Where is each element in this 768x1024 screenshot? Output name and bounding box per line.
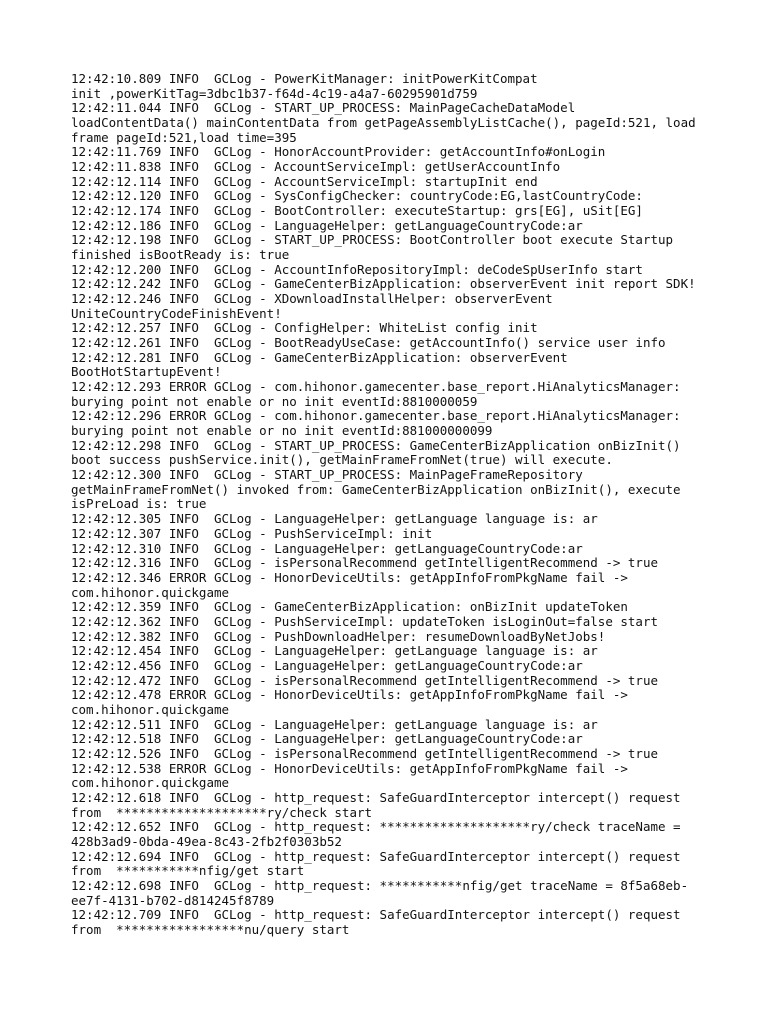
log-line: 12:42:12.257 INFO GCLog - ConfigHelper: WhiteList config init [71,321,538,336]
log-line: com.hihonor.quickgame [71,702,230,717]
log-line: 12:42:12.652 INFO GCLog - http_request: ********************ry/check traceName = [71,820,681,835]
log-line: 12:42:12.305 INFO GCLog - LanguageHelper: getLanguage language is: ar [71,512,598,527]
log-line: 12:42:12.298 INFO GCLog - START_UP_PROCESS: GameCenterBizApplication onBizInit() [71,438,681,453]
log-line: 12:42:12.454 INFO GCLog - LanguageHelper: getLanguage language is: ar [71,644,598,659]
log-line: boot success pushService.init(), getMainFrameFromNet(true) will execute. [71,453,613,468]
log-line: 12:42:12.296 ERROR GCLog - com.hihonor.gamecenter.base_report.HiAnalyticsManager: [71,409,681,424]
log-line: 12:42:12.310 INFO GCLog - LanguageHelper: getLanguageCountryCode:ar [71,541,583,556]
log-line: 12:42:12.316 INFO GCLog - isPersonalRecommend getIntelligentRecommend -> true [71,556,658,571]
log-line: 12:42:12.359 INFO GCLog - GameCenterBizApplication: onBizInit updateToken [71,600,628,615]
log-line: 12:42:12.478 ERROR GCLog - HonorDeviceUtils: getAppInfoFromPkgName fail -> [71,688,628,703]
log-line: from ***********nfig/get start [71,864,305,879]
log-line: getMainFrameFromNet() invoked from: GameCenterBizApplication onBizInit(), execute [71,482,681,497]
log-line: isPreLoad is: true [71,497,207,512]
log-line: ee7f-4131-b702-d814245f8789 [71,893,275,908]
log-line: 12:42:12.709 INFO GCLog - http_request: SafeGuardInterceptor intercept() request [71,908,681,923]
log-line: 12:42:12.307 INFO GCLog - PushServiceImpl: init [71,526,433,541]
log-line: 12:42:12.114 INFO GCLog - AccountServiceImpl: startupInit end [71,174,538,189]
log-line: from ********************ry/check start [71,805,373,820]
log-line: 12:42:12.526 INFO GCLog - isPersonalRecommend getIntelligentRecommend -> true [71,746,658,761]
log-line: 12:42:12.456 INFO GCLog - LanguageHelper: getLanguageCountryCode:ar [71,658,583,673]
log-text-block [71,72,751,938]
log-line: 12:42:12.293 ERROR GCLog - com.hihonor.gamecenter.base_report.HiAnalyticsManager: [71,380,681,395]
log-line: 12:42:12.198 INFO GCLog - START_UP_PROCESS: BootController boot execute Startup [71,233,674,248]
log-line: com.hihonor.quickgame [71,776,230,791]
log-line: 12:42:12.382 INFO GCLog - PushDownloadHelper: resumeDownloadByNetJobs! [71,629,606,644]
log-line: UniteCountryCodeFinishEvent! [71,306,282,321]
log-line: 12:42:11.769 INFO GCLog - HonorAccountProvider: getAccountInfo#onLogin [71,145,606,160]
log-line: 12:42:12.511 INFO GCLog - LanguageHelper: getLanguage language is: ar [71,717,598,732]
log-line: 12:42:12.694 INFO GCLog - http_request: SafeGuardInterceptor intercept() request [71,849,681,864]
log-line: burying point not enable or no init eventId:881000000099 [71,424,493,439]
log-line: 12:42:11.838 INFO GCLog - AccountServiceImpl: getUserAccountInfo [71,160,561,175]
log-line: 12:42:12.200 INFO GCLog - AccountInfoRepositoryImpl: deCodeSpUserInfo start [71,262,643,277]
log-line: 12:42:10.809 INFO GCLog - PowerKitManager: initPowerKitCompat [71,72,538,86]
log-line: 12:42:12.518 INFO GCLog - LanguageHelper: getLanguageCountryCode:ar [71,732,583,747]
log-line: 12:42:12.472 INFO GCLog - isPersonalRecommend getIntelligentRecommend -> true [71,673,658,688]
log-line: 12:42:12.120 INFO GCLog - SysConfigChecker: countryCode:EG,lastCountryCode: [71,189,643,204]
log-line: loadContentData() mainContentData from getPageAssemblyListCache(), pageId:521, load [71,116,696,131]
log-line: 12:42:12.242 INFO GCLog - GameCenterBizApplication: observerEvent init report SDK! [71,277,696,292]
log-line: 12:42:12.174 INFO GCLog - BootController: executeStartup: grs[EG], uSit[EG] [71,204,643,219]
log-line: 12:42:12.538 ERROR GCLog - HonorDeviceUtils: getAppInfoFromPkgName fail -> [71,761,628,776]
log-line: com.hihonor.quickgame [71,585,230,600]
log-line: 12:42:12.618 INFO GCLog - http_request: SafeGuardInterceptor intercept() request [71,790,681,805]
log-line: init ,powerKitTag=3dbc1b37-f64d-4c19-a4a7-60295901d759 [71,86,478,101]
log-line: 12:42:12.186 INFO GCLog - LanguageHelper: getLanguageCountryCode:ar [71,218,583,233]
log-line: from *****************nu/query start [71,922,350,937]
log-line: 12:42:12.362 INFO GCLog - PushServiceImpl: updateToken isLoginOut=false start [71,614,658,629]
log-line: 12:42:12.281 INFO GCLog - GameCenterBizApplication: observerEvent [71,350,568,365]
log-line: 12:42:12.246 INFO GCLog - XDownloadInstallHelper: observerEvent [71,292,553,307]
log-line: 12:42:12.300 INFO GCLog - START_UP_PROCESS: MainPageFrameRepository [71,468,583,483]
log-line: 12:42:12.698 INFO GCLog - http_request: ***********nfig/get traceName = 8f5a68eb- [71,878,689,893]
log-line: 12:42:11.044 INFO GCLog - START_UP_PROCESS: MainPageCacheDataModel [71,101,576,116]
log-line: burying point not enable or no init eventId:8810000059 [71,394,478,409]
log-line: 428b3ad9-0bda-49ea-8c43-2fb2f0303b52 [71,834,342,849]
log-line: finished isBootReady is: true [71,248,290,263]
log-line: 12:42:12.261 INFO GCLog - BootReadyUseCase: getAccountInfo() service user info [71,336,666,351]
log-line: frame pageId:521,load time=395 [71,130,297,145]
log-line: BootHotStartupEvent! [71,365,222,380]
log-line: 12:42:12.346 ERROR GCLog - HonorDeviceUtils: getAppInfoFromPkgName fail -> [71,570,628,585]
